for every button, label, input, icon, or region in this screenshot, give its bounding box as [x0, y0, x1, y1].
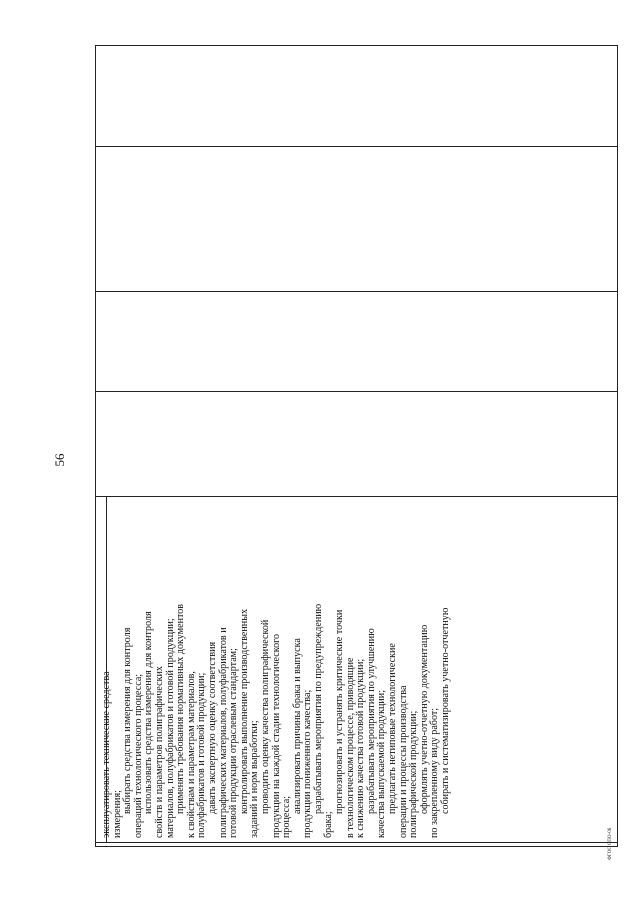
table-divider [96, 496, 617, 497]
skills-line: брака; [323, 811, 335, 838]
footer-mark: ФГОС СПО-06 [608, 827, 613, 860]
skills-line: полуфабрикатов и готовой продукции; [196, 672, 208, 838]
skills-line: анализировать причины брака и выпуска [291, 638, 303, 814]
skills-line: качества выпускаемой продукции; [376, 689, 388, 838]
skills-line: готовой продукции отраслевым стандартам; [228, 648, 240, 838]
skills-line: операций технологического процесса; [132, 673, 144, 838]
skills-line: измерения; [111, 790, 123, 838]
skills-line: контролировать выполнение производственных [238, 608, 250, 814]
skills-line: предлагать нетиповые технологические [387, 643, 399, 814]
table-divider [96, 146, 617, 147]
skills-line: полиграфических материалов, полуфабрикатов и [217, 627, 229, 838]
table-divider [96, 291, 617, 292]
skills-line: применять требования нормативных документов [175, 603, 187, 814]
skills-line: продукции пониженного качества; [302, 689, 314, 838]
skills-line: разрабатывать мероприятия по улучшению [365, 628, 377, 814]
table-divider [96, 391, 617, 392]
skills-line: эксплуатировать технические средства [101, 671, 112, 838]
skills-line: разрабатывать мероприятия по предупреждению [312, 603, 324, 814]
skills-line: использовать средства измерения для контроля [143, 611, 155, 814]
skills-line: полиграфической продукции; [408, 710, 420, 838]
skills-line: в технологическом процессе, приводящие [344, 657, 356, 838]
skills-line: операции и процессы производства [397, 685, 409, 838]
skills-line: оформлять учетно-отчетную документацию [418, 624, 430, 814]
page-number: 56 [52, 453, 67, 467]
skills-line: выбирать средства измерения для контроля [122, 627, 134, 814]
skills-line: проводить оценку качества полиграфической [259, 619, 271, 814]
skills-line: давать экспертную оценку соответствия [206, 641, 218, 814]
skills-line: собирать и систематизировать учетно-отчетную [440, 607, 451, 814]
table-divider [96, 842, 617, 843]
skills-line: материалов, полуфабрикатов и готовой продукции; [164, 618, 176, 838]
skills-line: к свойствам и параметрам материалов, [185, 671, 197, 838]
skills-line: заданий и норм выработки; [249, 720, 261, 838]
skills-line: свойств и параметров полиграфических [153, 666, 165, 838]
skills-line: по закрепленному виду работ; [429, 707, 441, 838]
skills-line: прогнозировать и устранять критические точки [334, 609, 346, 814]
skills-line: к снижению качества готовой продукции; [355, 658, 367, 838]
skills-line: продукции на каждой стадии технологического [270, 633, 282, 838]
skills-text-cell [100, 502, 590, 842]
skills-line: процесса; [281, 796, 293, 838]
